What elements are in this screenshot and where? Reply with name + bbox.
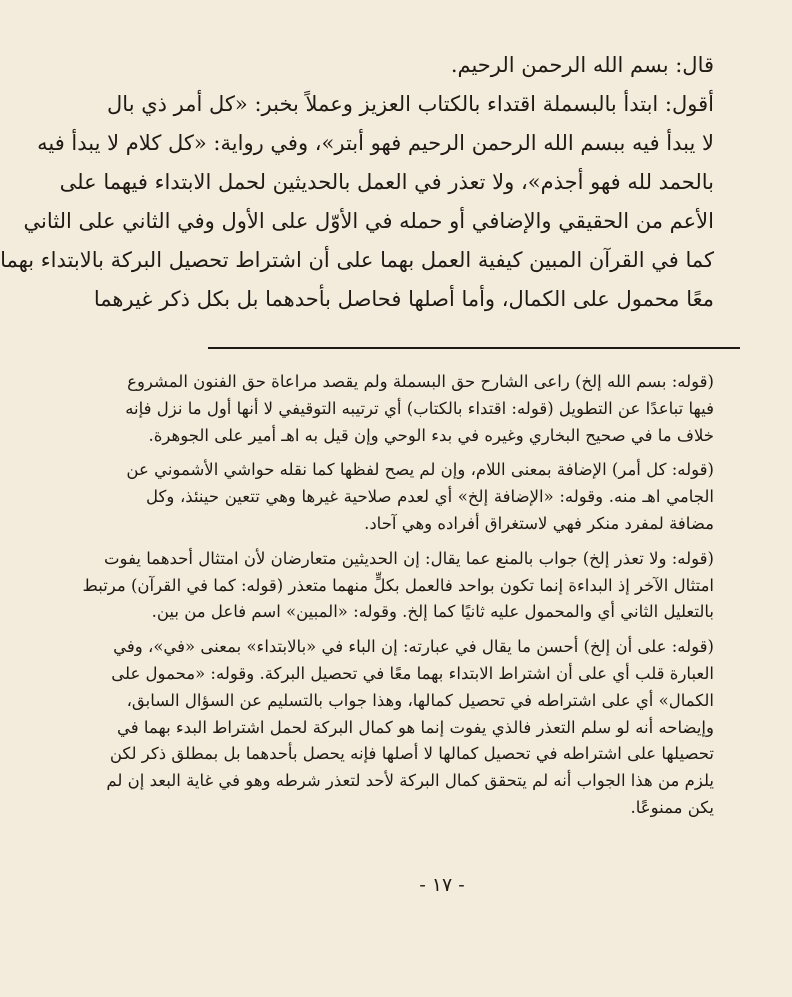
footnote bbox=[106, 634, 714, 822]
main-text-line: كما في القرآن المبين كيفية العمل بهما على أن اشتراط تحصيل البركة بالابتداء بهما bbox=[0, 248, 714, 272]
footnote-line: يلزم من هذا الجواب أنه لم يتحقق كمال البركة لأحد لتعذر شرطه وهو في غاية البعد إن لم bbox=[106, 771, 714, 791]
footnote-line: وإيضاحه أنه لو سلم التعذر فالذي يفوت إنما هو كمال البركة لحمل اشتراط البدء بهما في bbox=[117, 717, 714, 737]
footnote-line: (قوله: على أن إلخ) أحسن ما يقال في عبارته: إن الباء في «بالابتداء» بمعنى «في»، وفي bbox=[113, 637, 714, 657]
main-text-line: بالحمد لله فهو أجذم»، ولا تعذر في العمل بالحديثين لحمل الابتداء فيهما على bbox=[59, 170, 714, 194]
footnote-line: امتثال الآخر إذ البداءة إنما تكون بواحد فالعمل بكلٍّ منهما متعذر (قوله: كما في القرآن) مرتبط bbox=[82, 575, 714, 595]
footnote-line: الجامي اهـ منه. وقوله: «الإضافة إلخ» أي لعدم صلاحية غيرها وهي تتعين حينئذ، وكل bbox=[146, 487, 714, 507]
footnote-line: مضافة لمفرد منكر فهي لاستغراق أفراده وهي آحاد. bbox=[364, 513, 714, 533]
main-text-line: الأعم من الحقيقي والإضافي أو حمله في الأوّل على الأول وفي الثاني على الثاني bbox=[23, 209, 714, 233]
main-text-line: لا يبدأ فيه ببسم الله الرحمن الرحيم فهو أبتر»، وفي رواية: «كل كلام لا يبدأ فيه bbox=[37, 131, 714, 155]
footnote-line: بالتعليل الثاني أي والمحمول عليه ثانيًا كما إلخ. وقوله: «المبين» اسم فاعل من بين. bbox=[151, 602, 714, 622]
footnote-line: (قوله: كل أمر) الإضافة بمعنى اللام، وإن لم يصح لفظها كما نقله حواشي الأشموني عن bbox=[126, 460, 714, 480]
footnote-divider bbox=[208, 347, 740, 349]
footnote bbox=[125, 369, 714, 449]
footnote bbox=[82, 546, 714, 626]
footnote-line: العبارة قلب أي على أن اشتراط الابتداء بهما معًا في تحصيل البركة. وقوله: «محمول على bbox=[111, 663, 714, 683]
footnote-line: (قوله: بسم الله إلخ) راعى الشارح حق البسملة ولم يقصد مراعاة حق الفنون المشروع bbox=[127, 372, 714, 391]
footnote-line: فيها تباعدًا عن التطويل (قوله: اقتداء بالكتاب) أي ترتيبه التوقيفي لا أنها أول ما نزل فإنه bbox=[125, 398, 714, 418]
footnote-line: يكن ممنوعًا. bbox=[630, 797, 714, 817]
footnotes bbox=[82, 369, 714, 830]
footnote-line: خلاف ما في صحيح البخاري وغيره في بدء الوحي وإن قيل به اهـ أمير على الجوهرة. bbox=[148, 425, 714, 445]
main-text-line: أقول: ابتدأ بالبسملة اقتداء بالكتاب العزيز وعملاً بخبر: «كل أمر ذي بال bbox=[107, 92, 714, 116]
footnote-line: الكمال» أي على اشتراطه في تحصيل كمالها، وهذا جواب بالتسليم عن السؤال السابق، bbox=[126, 690, 714, 710]
main-text-line: معًا محمول على الكمال، وأما أصلها فحاصل بأحدهما بل بكل ذكر غيرهما bbox=[93, 287, 714, 311]
footnote bbox=[126, 457, 714, 537]
page-number: - ١٧ - bbox=[419, 874, 465, 896]
main-text-line: قال: بسم الله الرحمن الرحيم. bbox=[450, 53, 714, 77]
main-text bbox=[0, 46, 714, 319]
footnote-line: تحصيلها على اشتراطه في تحصيل كمالها لا أصلها فإنه يحصل بأحدهما بل بمطلق ذكر لكن bbox=[109, 744, 714, 764]
footnote-line: (قوله: ولا تعذر إلخ) جواب بالمنع عما يقال: إن الحديثين متعارضان لأن امتثال أحدهما يفوت bbox=[104, 548, 714, 568]
